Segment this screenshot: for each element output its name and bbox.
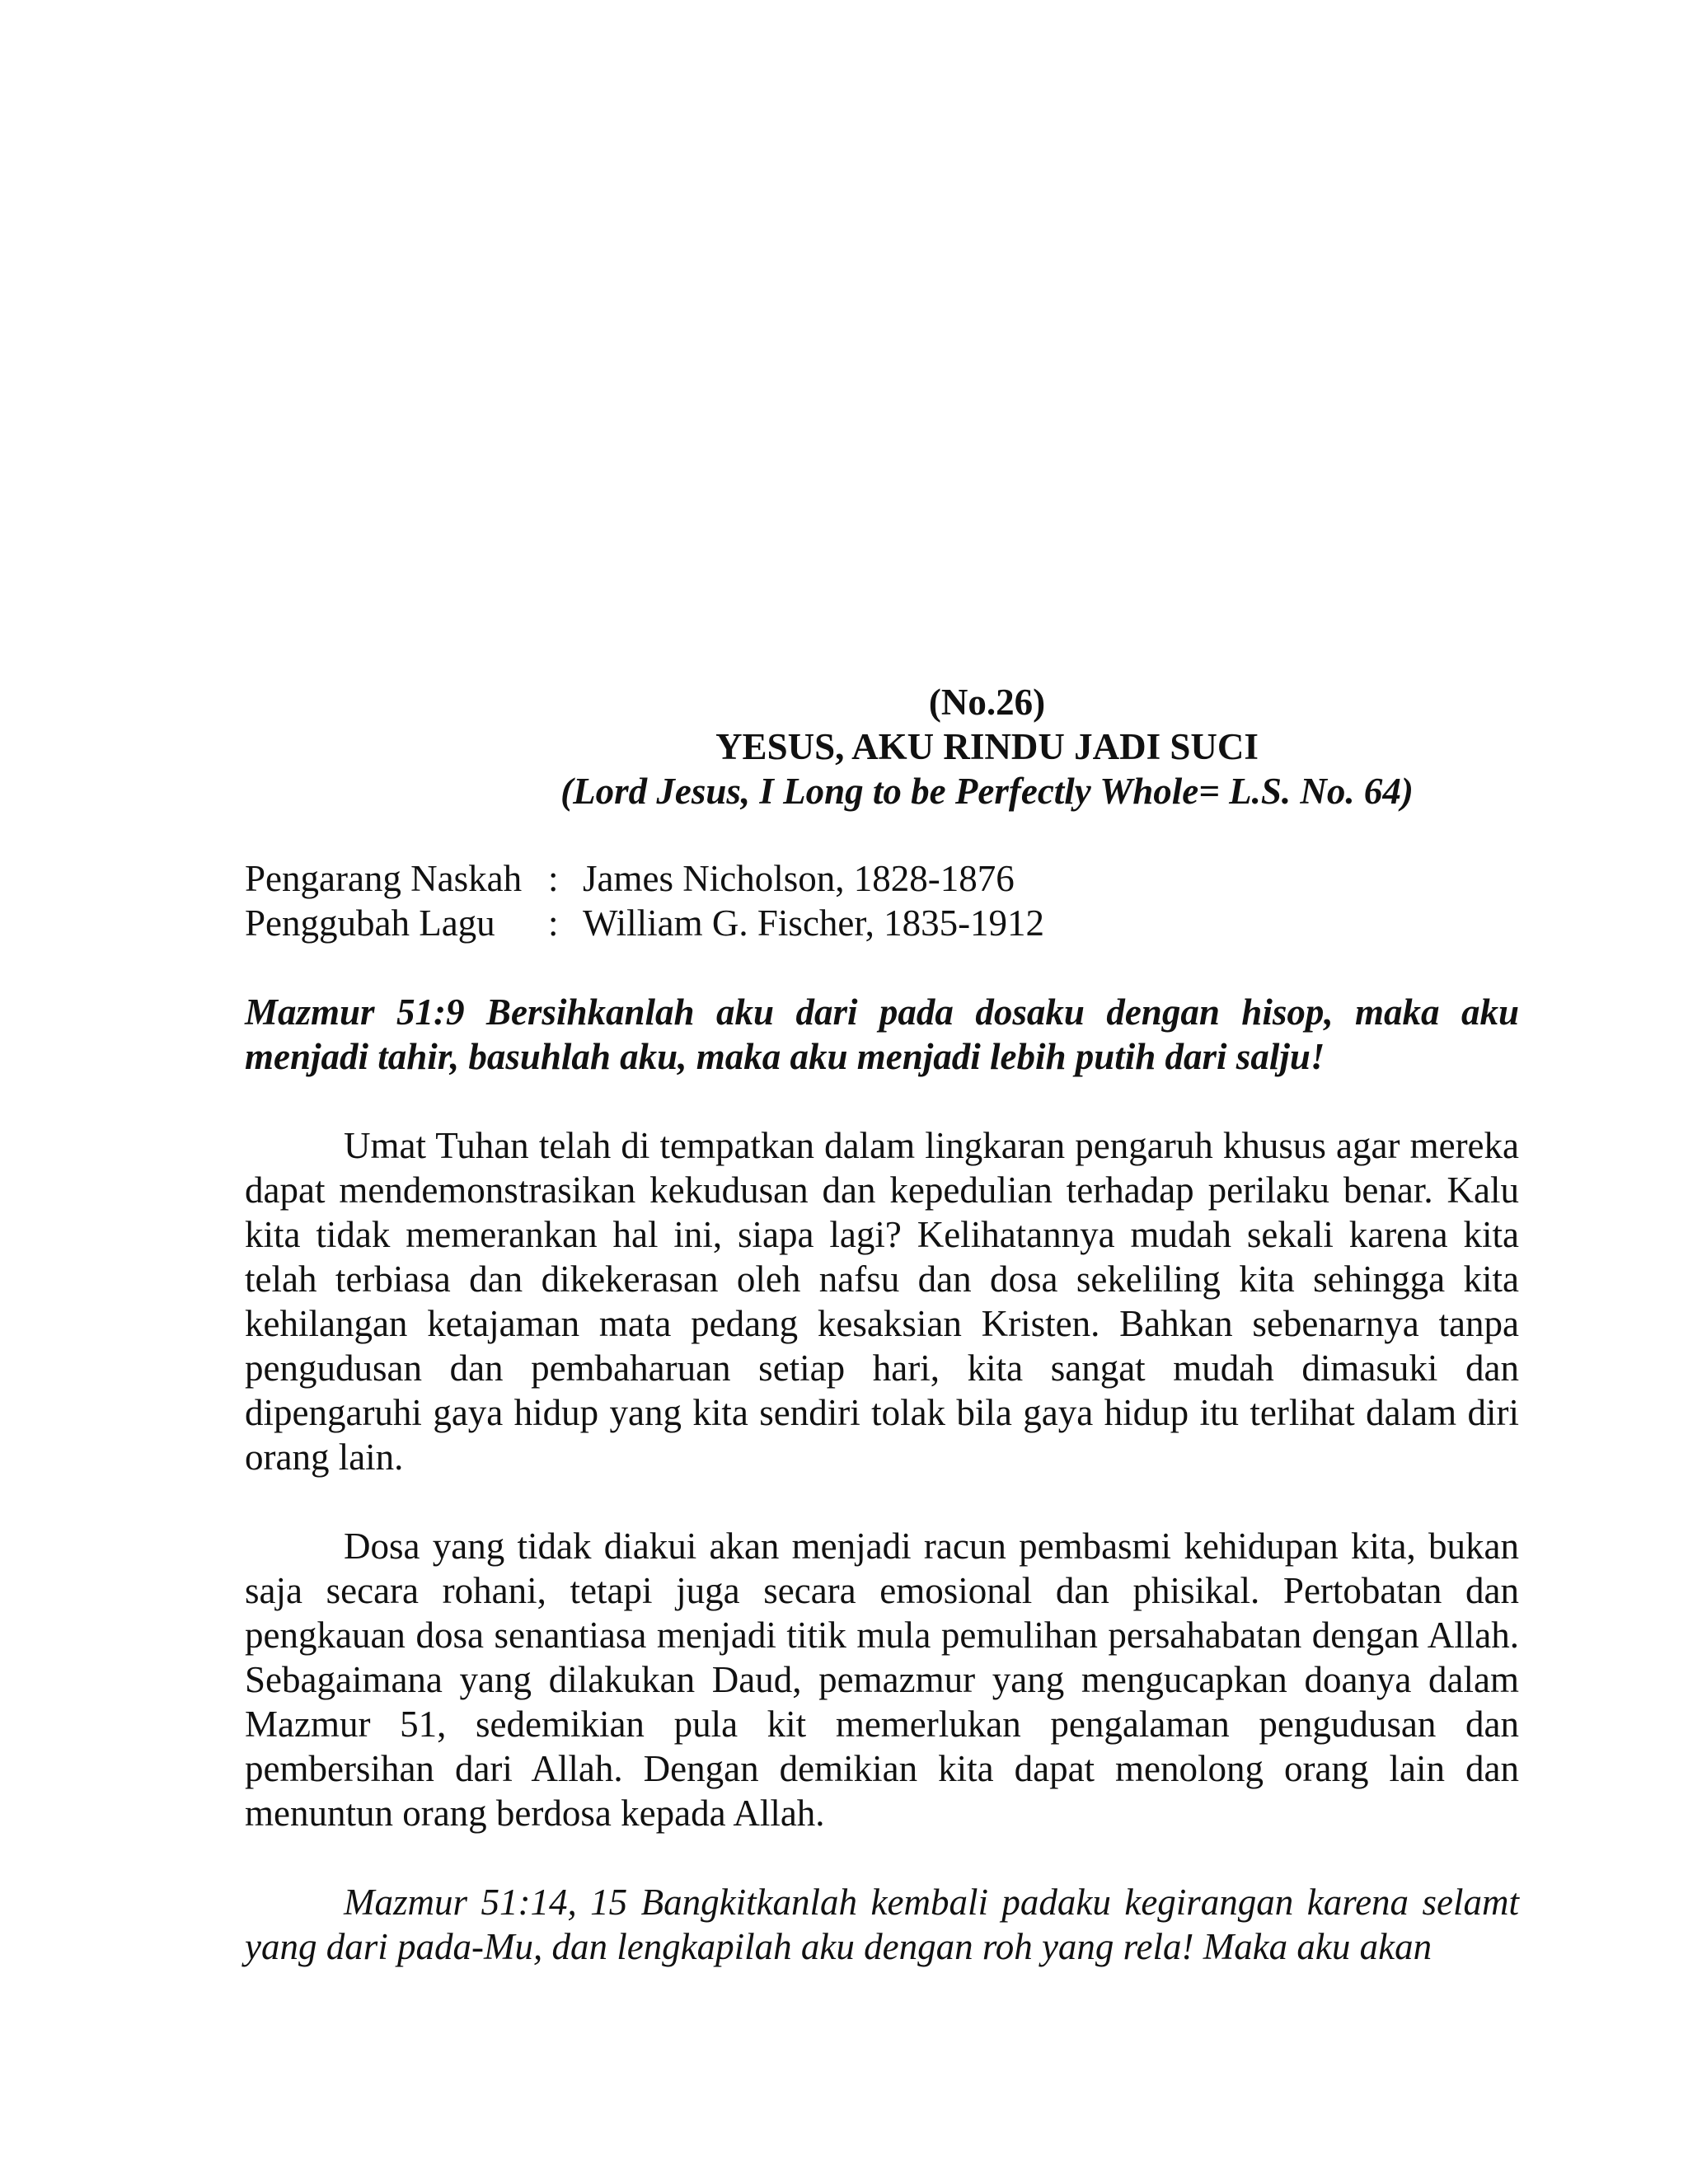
body-paragraph-1: Umat Tuhan telah di tempatkan dalam lingkaran pengaruh khusus agar mereka dapat mendemonstrasikan kekudusan dan kepedulian terhadap perilaku benar. Kalu kita tidak memerankan hal ini, siapa lagi? Kelihatannya mudah sekali karena kita telah terbiasa dan dikekerasan oleh nafsu dan dosa sekeliling kita sehingga kita kehilangan ketajaman mata pedang kesaksian Kristen. Bahkan sebenarnya tanpa pengudusan dan pembaharuan setiap hari, kita sangat mudah dimasuki dan dipengaruhi gaya hidup yang kita sendiri tolak bila gaya hidup itu terlihat dalam diri orang lain. [245, 1125, 1519, 1478]
hymn-title: YESUS, AKU RINDU JADI SUCI [715, 726, 1259, 767]
credits-block [245, 856, 1519, 945]
credit-row-composer [245, 901, 1519, 945]
scripture-quote-main: Mazmur 51:9 Bersihkanlah aku dari pada dosaku dengan hisop, maka aku menjadi tahir, basuhlah aku, maka aku menjadi lebih putih dari salju! [245, 991, 1519, 1077]
document-page [245, 680, 1519, 2006]
hymn-header [245, 680, 1519, 813]
body-paragraph-2: Dosa yang tidak diakui akan menjadi racun pembasmi kehidupan kita, bukan saja secara rohani, tetapi juga secara emosional dan phisikal. Pertobatan dan pengkauan dosa senantiasa menjadi titik mula pemulihan persahabatan dengan Allah. Sebagaimana yang dilakukan Daud, pemazmur yang mengucapkan doanya dalam Mazmur 51, sedemikian pula kit memerlukan pengalaman pengudusan dan pembersihan dari Allah. Dengan demikian kita dapat menolong orang lain dan menuntun orang berdosa kepada Allah. [245, 1526, 1519, 1834]
credit-separator: : [548, 858, 559, 899]
credit-label: Penggubah Lagu [245, 902, 495, 944]
credit-row-author [245, 856, 1519, 901]
scripture-quote-closing: Mazmur 51:14, 15 Bangkitkanlah kembali padaku kegirangan karena selamt yang dari pada-Mu, dan lengkapilah aku dengan roh yang rela! Maka aku akan [245, 1882, 1519, 1967]
credit-label: Pengarang Naskah [245, 858, 523, 899]
credit-value: James Nicholson, 1828-1876 [583, 858, 1015, 899]
hymn-subtitle: (Lord Jesus, I Long to be Perfectly Whole= L.S. No. 64) [560, 771, 1414, 812]
credit-separator: : [548, 902, 559, 944]
credit-value: William G. Fischer, 1835-1912 [583, 902, 1045, 944]
hymn-number: (No.26) [928, 682, 1046, 723]
